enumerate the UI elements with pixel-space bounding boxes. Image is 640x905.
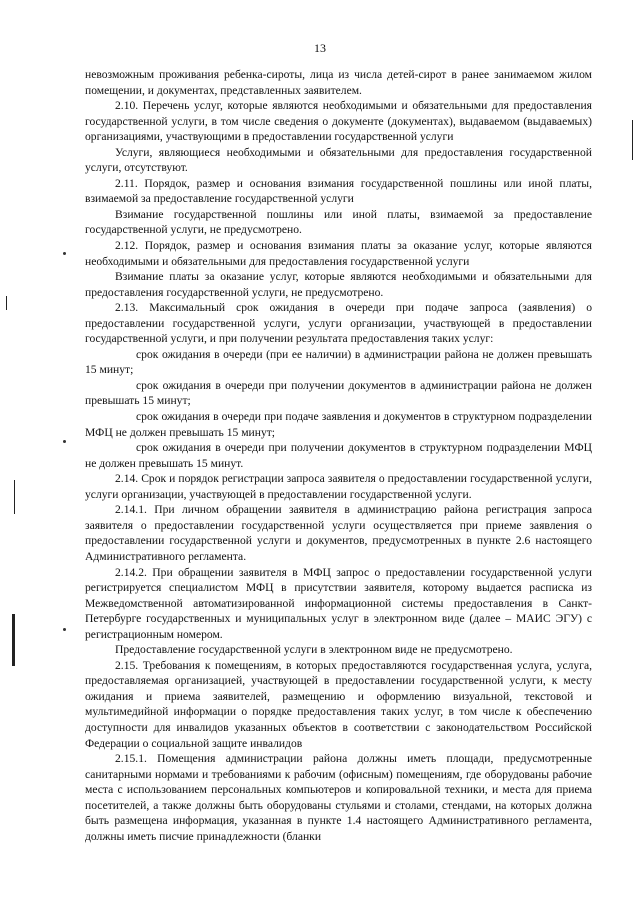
paragraph: 2.12. Порядок, размер и основания взимания платы за оказание услуг, которые являются необходимыми и обязательными для предоставления государственной услуги [85,239,592,268]
paragraph: 2.15. Требования к помещениям, в которых предоставляются государственная услуга, услуга, предоставляемая организацией, участвующей в предоставлении государственной услуги, к месту ожидания и приема заявителей, размещению и оформлению визуальной, текстовой и мультимедийной информации о порядке предоставления таких услуг, в том числе к обеспечению доступности для инвалидов указанных объектов в соответствии с законодательством Российской Федерации о социальной защите инвалидов [85,658,592,750]
scan-dot [63,440,66,443]
paragraph: 2.10. Перечень услуг, которые являются необходимыми и обязательными для предоставления государственной услуги, в том числе сведения о документе (документах), выдаваемом (выдаваемых) организациями, участвующими в предоставлении государственной услуги [85,99,592,144]
paragraph: Взимание государственной пошлины или иной платы, взимаемой за предоставление государственной услуги, не предусмотрено. [85,207,592,237]
paragraph: срок ожидания в очереди при подаче заявления и документов в структурном подразделении МФЦ не должен превышать 15 минут; [85,410,592,439]
scan-dot [63,628,66,631]
paragraph: 2.11. Порядок, размер и основания взимания государственной пошлины или иной платы, взимаемой за предоставление государственной услуги [85,176,592,206]
paragraph: Предоставление государственной услуги в электронном виде не предусмотрено. [115,643,513,657]
paragraph: 2.14.2. При обращении заявителя в МФЦ запрос о предоставлении государственной услуги регистрируется специалистом МФЦ в присутствии заявителя, которому выдается расписка из Межведомственной автоматизированной информационной системы предоставления в Санкт-Петербурге государственных и муниципальных услуг в электронном виде (далее – МАИС ЭГУ) с регистрационным номером. [85,565,592,641]
scan-margin-mark [14,480,15,514]
paragraph: 2.13. Максимальный срок ожидания в очереди при подаче запроса (заявления) о предоставлении государственной услуги, услуги организации, участвующей в предоставлении государственной услуги, и при получении результата предоставления таких услуг: [85,301,592,346]
paragraph: срок ожидания в очереди при получении документов в администрации района не должен превышать 15 минут; [85,378,592,408]
scan-margin-mark [6,296,7,310]
paragraph: срок ожидания в очереди при получении документов в структурном подразделении МФЦ не должен превышать 15 минут. [85,441,592,470]
scan-margin-mark [632,120,633,160]
paragraph: срок ожидания в очереди (при ее наличии) в администрации района не должен превышать 15 минут; [85,347,592,377]
page-number: 13 [314,41,326,55]
scan-dot [63,252,66,255]
scan-margin-mark [12,614,15,666]
paragraph: невозможным проживания ребенка-сироты, лица из числа детей-сирот в ранее занимаемом жилом помещении, и документах, представленных заявителем. [85,68,592,97]
paragraph: 2.14. Срок и порядок регистрации запроса заявителя о предоставлении государственной услуги, услуги организации, участвующей в предоставлении государственной услуги. [85,472,592,501]
paragraph: 2.14.1. При личном обращении заявителя в администрацию района регистрация запроса заявителя о предоставлении государственной услуги осуществляется при приеме заявления о предоставлении государственной услуги и документов, предусмотренных в пункте 2.6 настоящего Административного регламента. [85,503,592,563]
document-body [85,67,592,844]
paragraph: 2.15.1. Помещения администрации района должны иметь площади, предусмотренные санитарными нормами и требованиями к рабочим (офисным) помещениям, где оборудованы рабочие места с использованием персональных компьютеров и копировальной техники, и места для приема посетителей, а также должны быть оборудованы стульями и столами, стендами, на которых должна быть размещена информация, указанная в пункте 1.4 настоящего Административного регламента, должны иметь писчие принадлежности (бланки [85,752,592,843]
paragraph: Взимание платы за оказание услуг, которые являются необходимыми и обязательными для предоставления государственной услуги, не предусмотрено. [85,270,592,299]
paragraph: Услуги, являющиеся необходимыми и обязательными для предоставления государственной услуги, отсутствуют. [85,145,592,175]
